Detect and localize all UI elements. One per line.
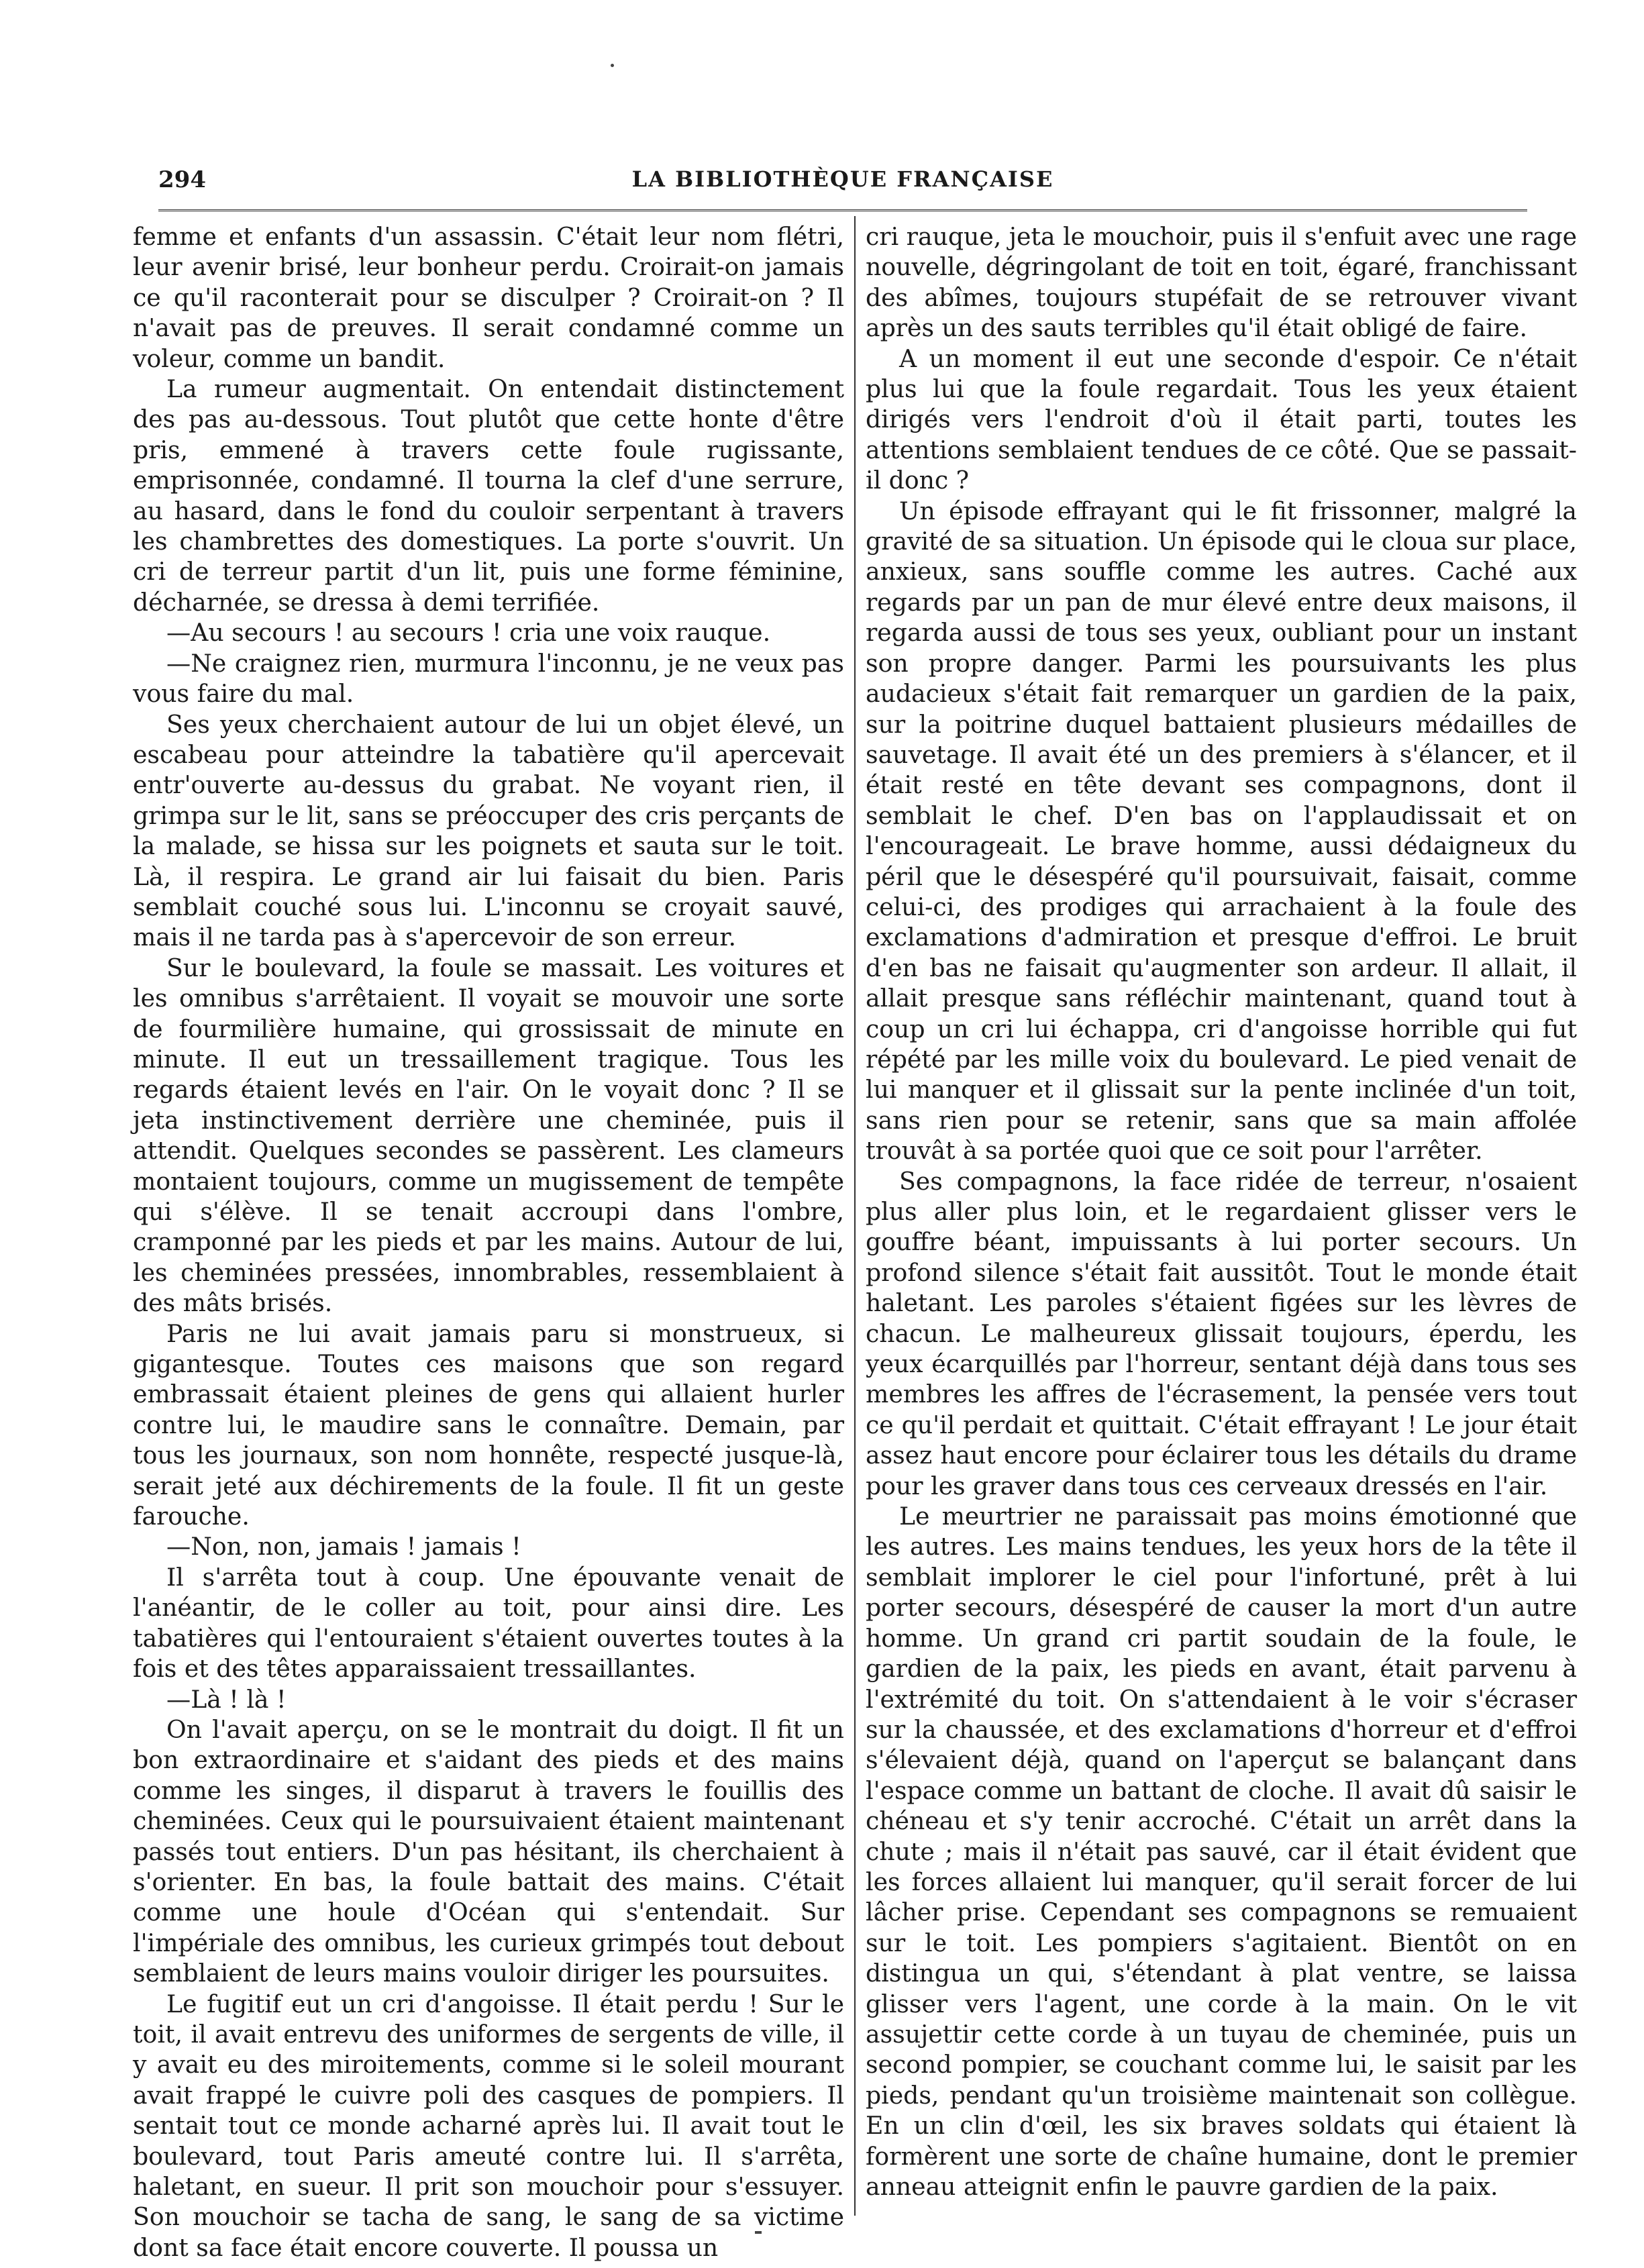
paragraph: Paris ne lui avait jamais paru si monstrueux, si gigantesque. Toutes ces maisons que son regard embrassait étaient pleines de gens qui allaient hurler contre lui, le maudire sans le connaître. Demain, par tous les journaux, son nom honnête, respecté jusque-là, serait jeté aux déchirements de la foule. Il fit un geste farouche. <box>133 1319 844 1531</box>
page-header <box>158 166 1527 207</box>
paragraph: cri rauque, jeta le mouchoir, puis il s'enfuit avec une rage nouvelle, dégringolant de toit en toit, égaré, franchissant des abîmes, toujours stupéfait de se retrouver vivant après un des sauts terribles qu'il était obligé de faire. <box>866 222 1577 343</box>
column-divider <box>854 216 856 2216</box>
paragraph: Le meurtrier ne paraissait pas moins émotionné que les autres. Les mains tendues, les yeux hors de la tête il semblait implorer le ciel pour l'infortuné, prêt à lui porter secours, désespéré de causer la mort d'un autre homme. Un grand cri partit soudain de la foule, le gardien de la paix, les pieds en avant, était parvenu à l'extrémité du toit. On s'attendaient à le voir s'écraser sur la chaussée, et des exclamations d'horreur et d'effroi s'élevaient déjà, quand on l'aperçut se balançant dans l'espace comme un battant de cloche. Il avait dû saisir le chéneau et s'y tenir accroché. C'était un arrêt dans la chute ; mais il n'était pas sauvé, car il était évident que les forces allaient lui manquer, qu'il serait forcer de lui lâcher prise. Cependant ses compagnons se remuaient sur le toit. Les pompiers s'agitaient. Bientôt on en distingua un qui, s'étendant à plat ventre, se laissa glisser vers l'agent, une corde à la main. On le vit assujettir cette corde à un tuyau de cheminée, puis un second pompier, se couchant comme lui, le saisit par les pieds, pendant qu'un troisième maintenait son collègue. En un clin d'œil, les six braves soldats qui étaient là formèrent une sorte de chaîne humaine, dont le premier anneau atteignit enfin le pauvre gardien de la paix. <box>866 1502 1577 2201</box>
print-speck <box>755 2231 762 2234</box>
paragraph: Il s'arrêta tout à coup. Une épouvante venait de l'anéantir, de le coller au toit, pour ainsi dire. Les tabatières qui l'entouraient s'étaient ouvertes toutes à la fois et des têtes apparaissaient tressaillantes. <box>133 1562 844 1684</box>
paragraph: La rumeur augmentait. On entendait distinctement des pas au-dessous. Tout plutôt que cette honte d'être pris, emmené à travers cette foule rugissante, emprisonnée, condamné. Il tourna la clef d'une serrure, au hasard, dans le fond du couloir serpentant à travers les chambrettes des domestiques. La porte s'ouvrit. Un cri de terreur partit d'un lit, puis une forme féminine, décharnée, se dressa à demi terrifiée. <box>133 374 844 617</box>
running-title: LA BIBLIOTHÈQUE FRANÇAISE <box>631 166 1054 192</box>
paragraph: A un moment il eut une seconde d'espoir. Ce n'était plus lui que la foule regardait. Tous les yeux étaient dirigés vers l'endroit d'où il était parti, toutes les attentions semblaient tendues de ce côté. Que se passait-il donc ? <box>866 344 1577 495</box>
print-speck <box>611 64 614 67</box>
paragraph: —Non, non, jamais ! jamais ! <box>166 1532 521 1561</box>
paragraph: femme et enfants d'un assassin. C'était leur nom flétri, leur avenir brisé, leur bonheur perdu. Croirait-on jamais ce qu'il raconterait pour se disculper ? Croirait-on ? Il n'avait pas de preuves. Il serait condamné comme un voleur, comme un bandit. <box>133 222 844 373</box>
paragraph: Le fugitif eut un cri d'angoisse. Il était perdu ! Sur le toit, il avait entrevu des uniformes de sergents de ville, il y avait eu des miroitements, comme si le soleil mourant avait frappé le cuivre poli des casques de pompiers. Il sentait tout ce monde acharné après lui. Il avait tout le boulevard, tout Paris ameuté contre lui. Il s'arrêta, haletant, en sueur. Il prit son mouchoir pour s'essuyer. Son mouchoir se tacha de sang, le sang de sa victime dont sa face était encore couverte. Il poussa un <box>133 1989 844 2262</box>
right-column <box>866 221 1577 2211</box>
paragraph: —Au secours ! au secours ! cria une voix rauque. <box>166 618 771 648</box>
paragraph: Un épisode effrayant qui le fit frissonner, malgré la gravité de sa situation. Un épisode qui le cloua sur place, anxieux, sans souffle comme les autres. Caché aux regards par un pan de mur élevé entre deux maisons, il regarda aussi de tous ses yeux, oubliant pour un instant son propre danger. Parmi les poursuivants les plus audacieux s'était fait remarquer un gardien de la paix, sur la poitrine duquel battaient plusieurs médailles de sauvetage. Il avait été un des premiers à s'élancer, et il était resté en tête devant ses compagnons, dont il semblait le chef. D'en bas on l'applaudissait et on l'encourageait. Le brave homme, aussi dédaigneux du péril que le désespéré qu'il poursuivait, faisait, comme celui-ci, des prodiges qui arrachaient à la foule des exclamations d'admiration et presque d'effroi. Le bruit d'en bas ne faisait qu'augmenter son ardeur. Il allait, il allait presque sans réfléchir maintenant, quand tout à coup un cri lui échappa, cri d'angoisse horrible qui fut répété par les mille voix du boulevard. Le pied venait de lui manquer et il glissait sur la pente inclinée d'un toit, sans rien pour se retenir, sans que sa main affolée trouvât à sa portée quoi que ce soit pour l'arrêter. <box>866 496 1577 1166</box>
header-rule <box>158 209 1527 211</box>
page-number: 294 <box>158 166 206 193</box>
paragraph: Sur le boulevard, la foule se massait. Les voitures et les omnibus s'arrêtaient. Il voyait se mouvoir une sorte de fourmilière humaine, qui grossissait de minute en minute. Il eut un tressaillement tragique. Tous les regards étaient levés en l'air. On le voyait donc ? Il se jeta instinctivement derrière une cheminée, puis il attendit. Quelques secondes se passèrent. Les clameurs montaient toujours, comme un mugissement de tempête qui s'élève. Il se tenait accroupi dans l'ombre, cramponné par les pieds et par les mains. Autour de lui, les cheminées pressées, innombrables, ressemblaient à des mâts brisés. <box>133 953 844 1318</box>
paragraph: Ses yeux cherchaient autour de lui un objet élevé, un escabeau pour atteindre la tabatière qu'il apercevait entr'ouverte au-dessus du grabat. Ne voyant rien, il grimpa sur le lit, sans se préoccuper des cris perçants de la malade, se hissa sur les poignets et sauta sur le toit. Là, il respira. Le grand air lui faisait du bien. Paris semblait couché sous lui. L'inconnu se croyait sauvé, mais il ne tarda pas à s'apercevoir de son erreur. <box>133 709 844 952</box>
paragraph: —Là ! là ! <box>166 1684 287 1714</box>
paragraph: Ses compagnons, la face ridée de terreur, n'osaient plus aller plus loin, et le regardaient glisser vers le gouffre béant, impuissants à lui porter secours. Un profond silence s'était fait aussitôt. Tout le monde était haletant. Les paroles s'étaient figées sur les lèvres de chacun. Le malheureux glissait toujours, éperdu, les yeux écarquillés par l'horreur, sentant déjà dans tous ses membres les affres de l'écrasement, la pensée vers tout ce qu'il perdait et quittait. C'était effrayant ! Le jour était assez haut encore pour éclairer tous les détails du drame pour les graver dans tous ces cerveaux dressés en l'air. <box>866 1166 1577 1500</box>
left-column <box>133 221 844 2262</box>
paragraph: —Ne craignez rien, murmura l'inconnu, je ne veux pas vous faire du mal. <box>133 648 844 709</box>
paragraph: On l'avait aperçu, on se le montrait du doigt. Il fit un bon extraordinaire et s'aidant des pieds et des mains comme les singes, il disparut à travers le fouillis des cheminées. Ceux qui le poursuivaient étaient maintenant passés tout entiers. D'un pas hésitant, ils cherchaient à s'orienter. En bas, la foule battait des mains. C'était comme une houle d'Océan qui s'entendait. Sur l'impériale des omnibus, les curieux grimpés tout debout semblaient de leurs mains vouloir diriger les poursuites. <box>133 1714 844 1988</box>
